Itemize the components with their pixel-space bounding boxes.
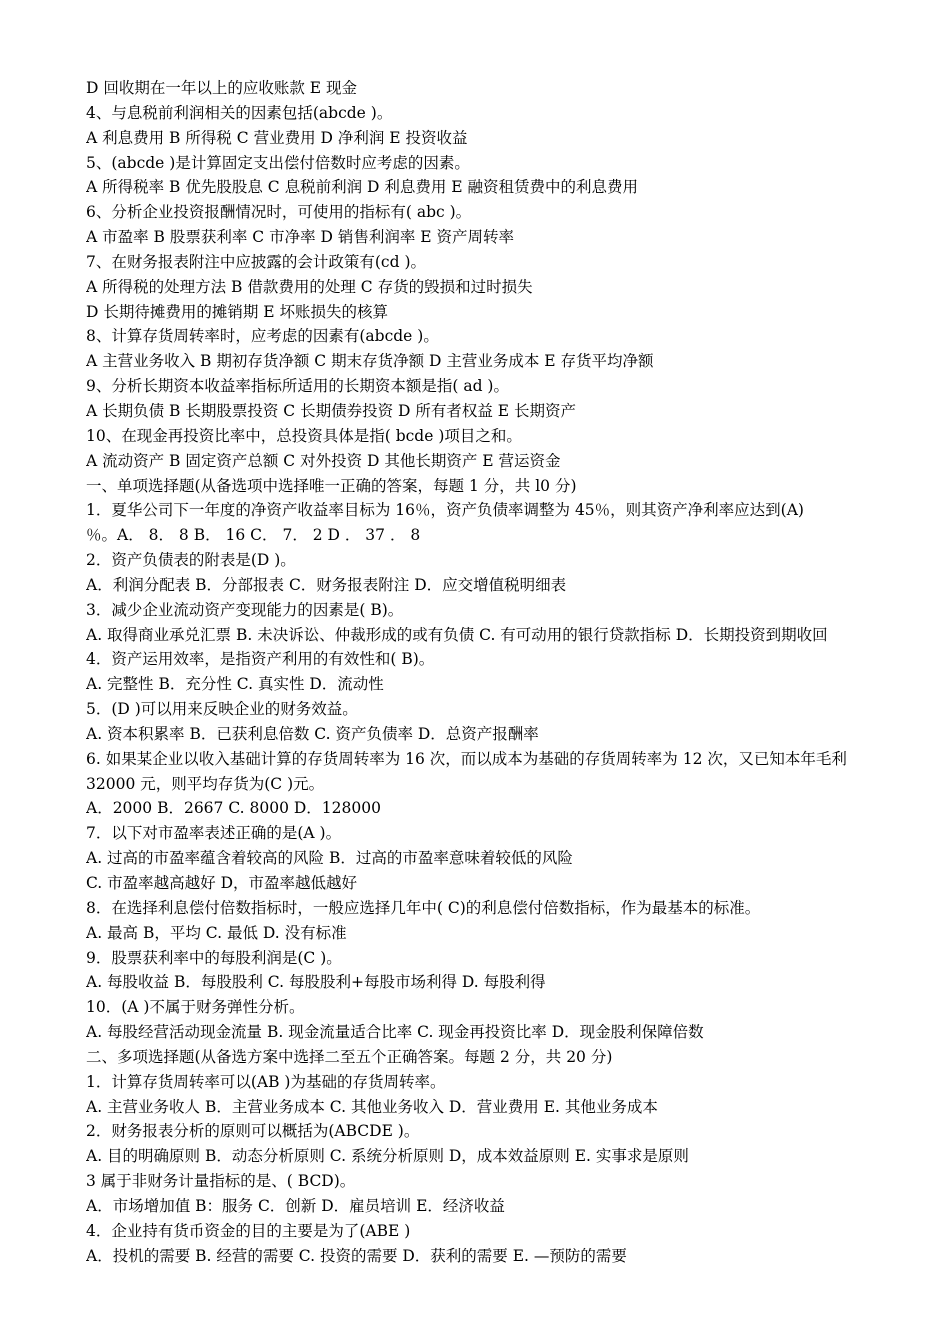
text-line: A. 完整性 B．充分性 C. 真实性 D．流动性 — [86, 675, 384, 694]
text-line: 4、与息税前利润相关的因素包括(abcde )。 — [86, 103, 393, 122]
text-line: 9．股票获利率中的每股利润是(C )。 — [86, 948, 342, 967]
text-line: A 主营业务收入 B 期初存货净额 C 期末存货净额 D 主营业务成本 E 存货平均净额 — [86, 352, 654, 371]
document-page — [86, 76, 916, 1269]
text-line: A 市盈率 B 股票获利率 C 市净率 D 销售利润率 E 资产周转率 — [86, 228, 515, 247]
text-line: 1．夏华公司下一年度的净资产收益率目标为 16％，资产负债率调整为 45％，则其资产净利率应达到(A) — [86, 501, 804, 520]
text-line: 2．资产负债表的附表是(D )。 — [86, 551, 296, 570]
text-line: 5．(D )可以用来反映企业的财务效益。 — [86, 700, 358, 719]
text-line: A. 取得商业承兑汇票 B. 未决诉讼、仲裁形成的或有负债 C. 有可动用的银行贷款指标 D．长期投资到期收回 — [86, 625, 828, 644]
text-line: A 流动资产 B 固定资产总额 C 对外投资 D 其他长期资产 E 营运资金 — [86, 451, 561, 470]
text-line: A．2000 B．2667 C. 8000 D．128000 — [86, 799, 381, 818]
text-line: 二、多项选择题(从备选方案中选择二至五个正确答案。每题 2 分，共 20 分) — [86, 1047, 613, 1066]
text-line: 5、(abcde )是计算固定支出偿付倍数时应考虑的因素。 — [86, 153, 470, 172]
text-line: 4．企业持有货币资金的目的主要是为了(ABE ) — [86, 1221, 411, 1240]
text-line: 7．以下对市盈率表述正确的是(A )。 — [86, 824, 342, 843]
text-line: 10、在现金再投资比率中，总投资具体是指( bcde )项目之和。 — [86, 426, 522, 445]
text-line: A 所得税率 B 优先股股息 C 息税前利润 D 利息费用 E 融资租赁费中的利息费用 — [86, 178, 639, 197]
text-line: A. 目的明确原则 B．动态分析原则 C. 系统分析原则 D，成本效益原则 E. 实事求是原则 — [86, 1147, 689, 1166]
text-line: A. 主营业务收人 B．主营业务成本 C. 其他业务收入 D．营业费用 E. 其他业务成本 — [86, 1097, 658, 1116]
text-line: 9、分析长期资本收益率指标所适用的长期资本额是指( ad )。 — [86, 377, 509, 396]
text-line: A. 每股经营活动现金流量 B. 现金流量适合比率 C. 现金再投资比率 D．现金股利保障倍数 — [86, 1023, 704, 1042]
text-line: A. 最高 B，平均 C. 最低 D. 没有标准 — [86, 923, 347, 942]
text-line: A. 过高的市盈率蕴含着较高的风险 B．过高的市盈率意味着较低的风险 — [86, 849, 573, 868]
text-line: A 所得税的处理方法 B 借款费用的处理 C 存货的毁损和过时损失 — [86, 277, 533, 296]
text-line: 3．减少企业流动资产变现能力的因素是( B)。 — [86, 600, 404, 619]
text-line: A. 资本积累率 B．已获利息倍数 C. 资产负债率 D．总资产报酬率 — [86, 724, 539, 743]
text-line: 4．资产运用效率，是指资产利用的有效性和( B)。 — [86, 650, 435, 669]
text-line: D 长期待摊费用的摊销期 E 坏账损失的核算 — [86, 302, 389, 321]
text-line: 一、单项选择题(从备选项中选择唯一正确的答案，每题 1 分，共 l0 分) — [86, 476, 577, 495]
text-line: 7、在财务报表附注中应披露的会计政策有(cd )。 — [86, 252, 426, 271]
text-line: A．利润分配表 B．分部报表 C．财务报表附注 D．应交增值税明细表 — [86, 575, 567, 594]
text-line: 8．在选择利息偿付倍数指标时，一般应选择几年中( C)的利息偿付倍数指标，作为最基本的标准。 — [86, 898, 761, 917]
text-line: 2．财务报表分析的原则可以概括为(ABCDE )。 — [86, 1122, 420, 1141]
text-line: 6. 如果某企业以收入基础计算的存货周转率为 16 次，而以成本为基础的存货周转率为 12 次，又已知本年毛利 — [86, 749, 847, 768]
text-line: 6、分析企业投资报酬情况时，可使用的指标有( abc )。 — [86, 203, 472, 222]
text-line: A. 每股收益 B．每股股利 C. 每股股利+每股市场利得 D. 每股利得 — [86, 973, 546, 992]
text-line: 10．(A )不属于财务弹性分析。 — [86, 998, 305, 1017]
text-line: 32000 元，则平均存货为(C )元。 — [86, 774, 325, 793]
text-line: A．投机的需要 B. 经营的需要 C. 投资的需要 D．获利的需要 E. —预防的需要 — [86, 1246, 627, 1265]
text-line: A 长期负债 B 长期股票投资 C 长期债券投资 D 所有者权益 E 长期资产 — [86, 401, 577, 420]
text-line: C. 市盈率越高越好 D，市盈率越低越好 — [86, 874, 358, 892]
text-line: 8、计算存货周转率时，应考虑的因素有(abcde )。 — [86, 327, 439, 346]
text-line: A 利息费用 B 所得税 C 营业费用 D 净利润 E 投资收益 — [86, 128, 468, 147]
text-line: ％。A． 8． 8 B． 16 C． 7． 2 D ． 37 ． 8 — [86, 526, 421, 545]
text-line: D 回收期在一年以上的应收账款 E 现金 — [86, 79, 358, 97]
text-line: A．市场增加值 B：服务 C．创新 D．雇员培训 E．经济收益 — [86, 1196, 505, 1215]
text-line: 1．计算存货周转率可以(AB )为基础的存货周转率。 — [86, 1072, 446, 1091]
text-line: 3 属于非财务计量指标的是、( BCD)。 — [86, 1172, 356, 1191]
